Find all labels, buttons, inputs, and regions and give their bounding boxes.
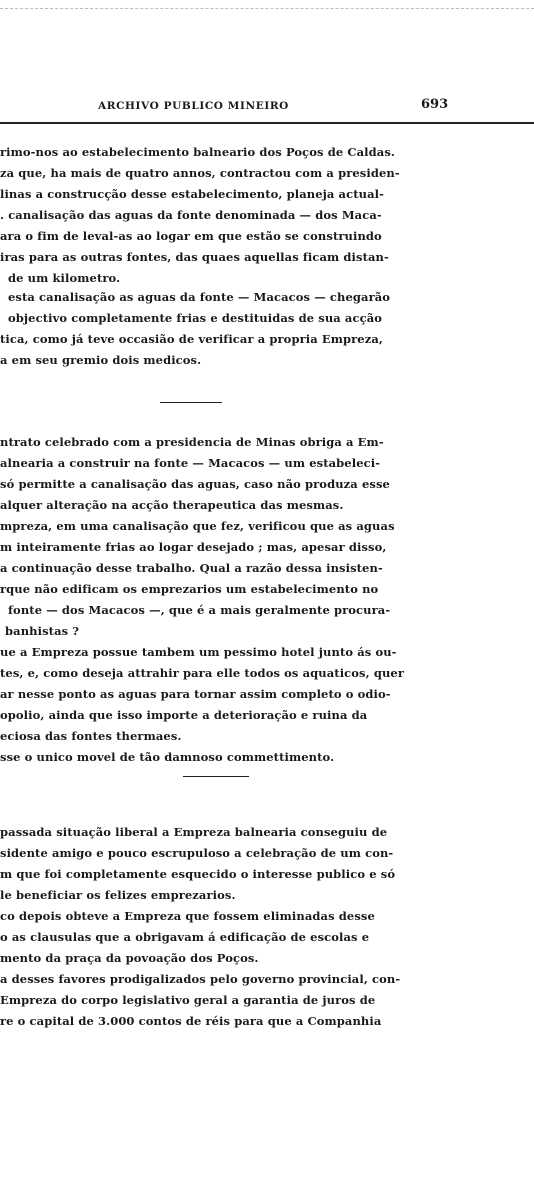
text-line: o as clausulas que a obrigavam á edificação de escolas e: [0, 930, 370, 944]
text-line: banhistas ?: [5, 624, 80, 638]
text-line: passada situação liberal a Empreza balnearia conseguiu de: [0, 825, 388, 839]
text-line: ar nesse ponto as aguas para tornar assim completo o odio-: [0, 687, 391, 701]
text-line: só permitte a canalisação das aguas, caso não produza esse: [0, 477, 390, 491]
page-number: 693: [421, 97, 449, 112]
text-line: a desses favores prodigalizados pelo governo provincial, con-: [0, 972, 401, 986]
paragraph-7: [0, 906, 534, 969]
text-line: esta canalisação as aguas da fonte — Macacos — chegarão: [8, 290, 391, 304]
text-line: sidente amigo e pouco escrupuloso a celebração de um con-: [0, 846, 394, 860]
text-line: tica, como já teve occasião de verificar a propria Empreza,: [0, 332, 384, 346]
text-line: m que foi completamente esquecido o interesse publico e só: [0, 867, 396, 881]
top-dashed-border: [0, 8, 534, 9]
section-separator: [160, 402, 222, 403]
text-line: Empreza do corpo legislativo geral a garantia de juros de: [0, 993, 376, 1007]
text-line: ara o fim de leval-as ao logar em que estão se construindo: [0, 229, 382, 243]
text-line: za que, ha mais de quatro annos, contractou com a presiden-: [0, 166, 400, 180]
text-line: le beneficiar os felizes emprezarios.: [0, 888, 236, 902]
text-line: re o capital de 3.000 contos de réis para que a Companhia: [0, 1014, 382, 1028]
text-line: iras para as outras fontes, das quaes aquellas ficam distan-: [0, 250, 389, 264]
running-head: ARCHIVO PUBLICO MINEIRO: [98, 100, 289, 112]
text-line: objectivo completamente frias e destituidas de sua acção: [8, 311, 383, 325]
text-line: alquer alteração na acção therapeutica das mesmas.: [0, 498, 344, 512]
text-line: a continuação desse trabalho. Qual a razão dessa insisten-: [0, 561, 383, 575]
paragraph-6: [0, 822, 534, 906]
text-line: ue a Empreza possue tambem um pessimo hotel junto ás ou-: [0, 645, 397, 659]
text-line: . canalisação das aguas da fonte denominada — dos Maca-: [0, 208, 382, 222]
paragraph-4: [0, 516, 534, 642]
text-line: alnearia a construir na fonte — Macacos — um estabeleci-: [0, 456, 381, 470]
text-line: fonte — dos Macacos —, que é a mais geralmente procura-: [8, 603, 391, 617]
text-line: opolio, ainda que isso importe a deterioração e ruina da: [0, 708, 368, 722]
text-line: linas a construcção desse estabelecimento, planeja actual-: [0, 187, 384, 201]
text-line: tes, e, como deseja attrahir para elle todos os aquaticos, quer: [0, 666, 405, 680]
paragraph-1: [0, 142, 534, 289]
text-line: de um kilometro.: [8, 271, 121, 285]
text-line: mento da praça da povoação dos Poços.: [0, 951, 259, 965]
text-line: rimo-nos ao estabelecimento balneario dos Poços de Caldas.: [0, 145, 396, 159]
text-line: rque não edificam os emprezarios um estabelecimento no: [0, 582, 379, 596]
text-line: ntrato celebrado com a presidencia de Minas obriga a Em-: [0, 435, 384, 449]
paragraph-3: [0, 432, 534, 516]
section-separator: [183, 776, 249, 777]
header-rule: [0, 122, 534, 124]
paragraph-2: [0, 287, 534, 371]
text-line: co depois obteve a Empreza que fossem eliminadas desse: [0, 909, 375, 923]
paragraph-8: [0, 969, 534, 1032]
text-line: m inteiramente frias ao logar desejado ; mas, apesar disso,: [0, 540, 387, 554]
page-header: [0, 97, 534, 120]
text-line: a em seu gremio dois medicos.: [0, 353, 202, 367]
paragraph-5: [0, 642, 534, 768]
text-line: eciosa das fontes thermaes.: [0, 729, 182, 743]
text-line: sse o unico movel de tão damnoso commettimento.: [0, 750, 335, 764]
text-line: mpreza, em uma canalisação que fez, verificou que as aguas: [0, 519, 395, 533]
